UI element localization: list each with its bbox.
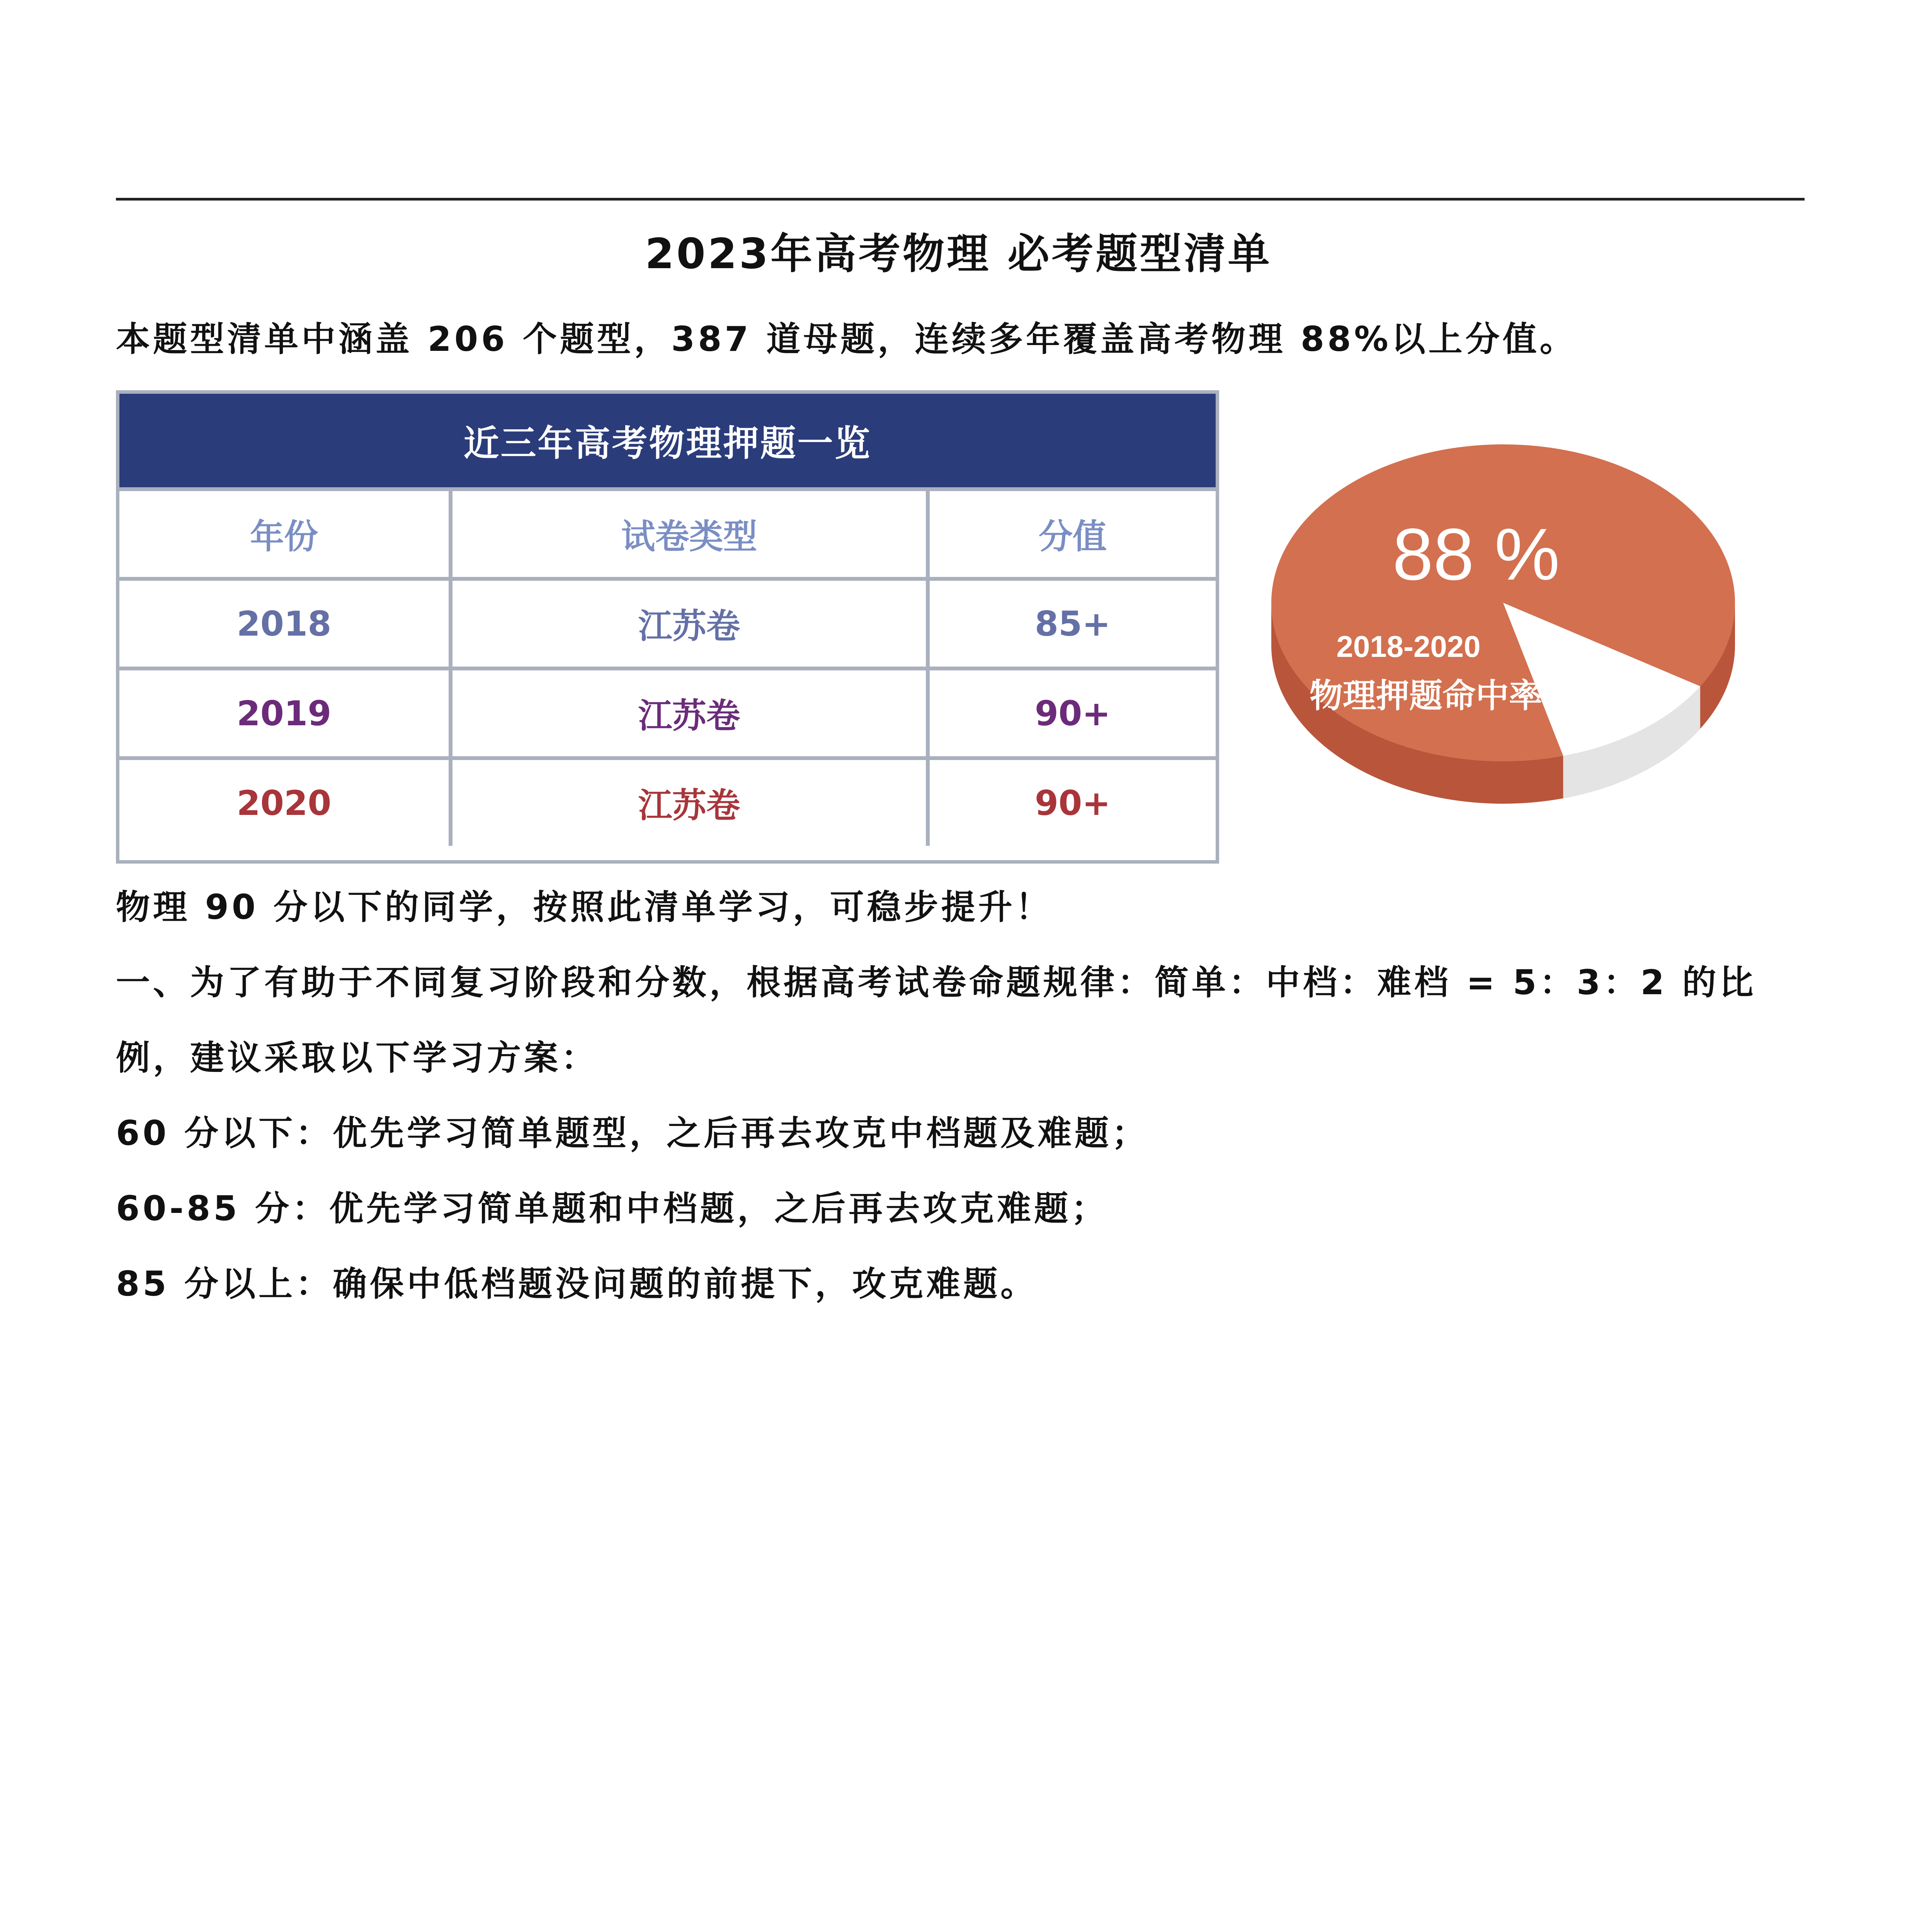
cell-year: 2019: [119, 670, 452, 756]
cell-year: 2020: [119, 760, 452, 846]
pie-caption: 物理押题命中率: [1310, 677, 1542, 715]
table-header-row: [119, 487, 1216, 577]
column-header-year: 年份: [119, 491, 452, 577]
table-row: [119, 667, 1216, 756]
forecast-table: [116, 390, 1219, 864]
cell-score: 85+: [1034, 604, 1111, 644]
intro-text: 本题型清单中涵盖 206 个题型，387 道母题，连续多年覆盖高考物理 88%以上分值。: [116, 319, 1577, 359]
table-row: [119, 756, 1216, 846]
column-header-score: 分值: [1038, 517, 1107, 556]
pie-percent-label: 88 %: [1392, 514, 1560, 595]
header-rule: [116, 198, 1805, 201]
cell-score: 90+: [1034, 783, 1111, 823]
plan-below-60: 60 分以下：优先学习简单题型，之后再去攻克中档题及难题；: [116, 1113, 1149, 1153]
plan-60-85: 60-85 分：优先学习简单题和中档题，之后再去攻克难题；: [116, 1189, 1109, 1228]
column-header-paper-type: 试卷类型: [452, 491, 930, 577]
hit-rate-pie: [1267, 437, 1766, 831]
cell-score: 90+: [1034, 693, 1111, 733]
plan-above-85: 85 分以上：确保中低档题没问题的前提下，攻克难题。: [116, 1264, 1038, 1304]
cell-paper-type: 江苏卷: [452, 670, 930, 756]
cell-year: 2018: [119, 581, 452, 667]
cell-paper-type: 江苏卷: [452, 581, 930, 667]
table-heading: 近三年高考物理押题一览: [119, 394, 1216, 487]
plan-intro-line-cont: 例，建议采取以下学习方案：: [116, 1038, 599, 1078]
pie-years-label: 2018-2020: [1336, 629, 1481, 663]
plan-intro-line: 一、为了有助于不同复习阶段和分数，根据高考试卷命题规律：简单：中档：难档 = 5：3：2 的比: [116, 963, 1757, 1002]
advice-line: 物理 90 分以下的同学，按照此清单学习，可稳步提升！: [116, 887, 1053, 927]
table-row: [119, 577, 1216, 667]
page-title: 2023年高考物理 必考题型清单: [645, 230, 1272, 278]
cell-paper-type: 江苏卷: [452, 760, 930, 846]
